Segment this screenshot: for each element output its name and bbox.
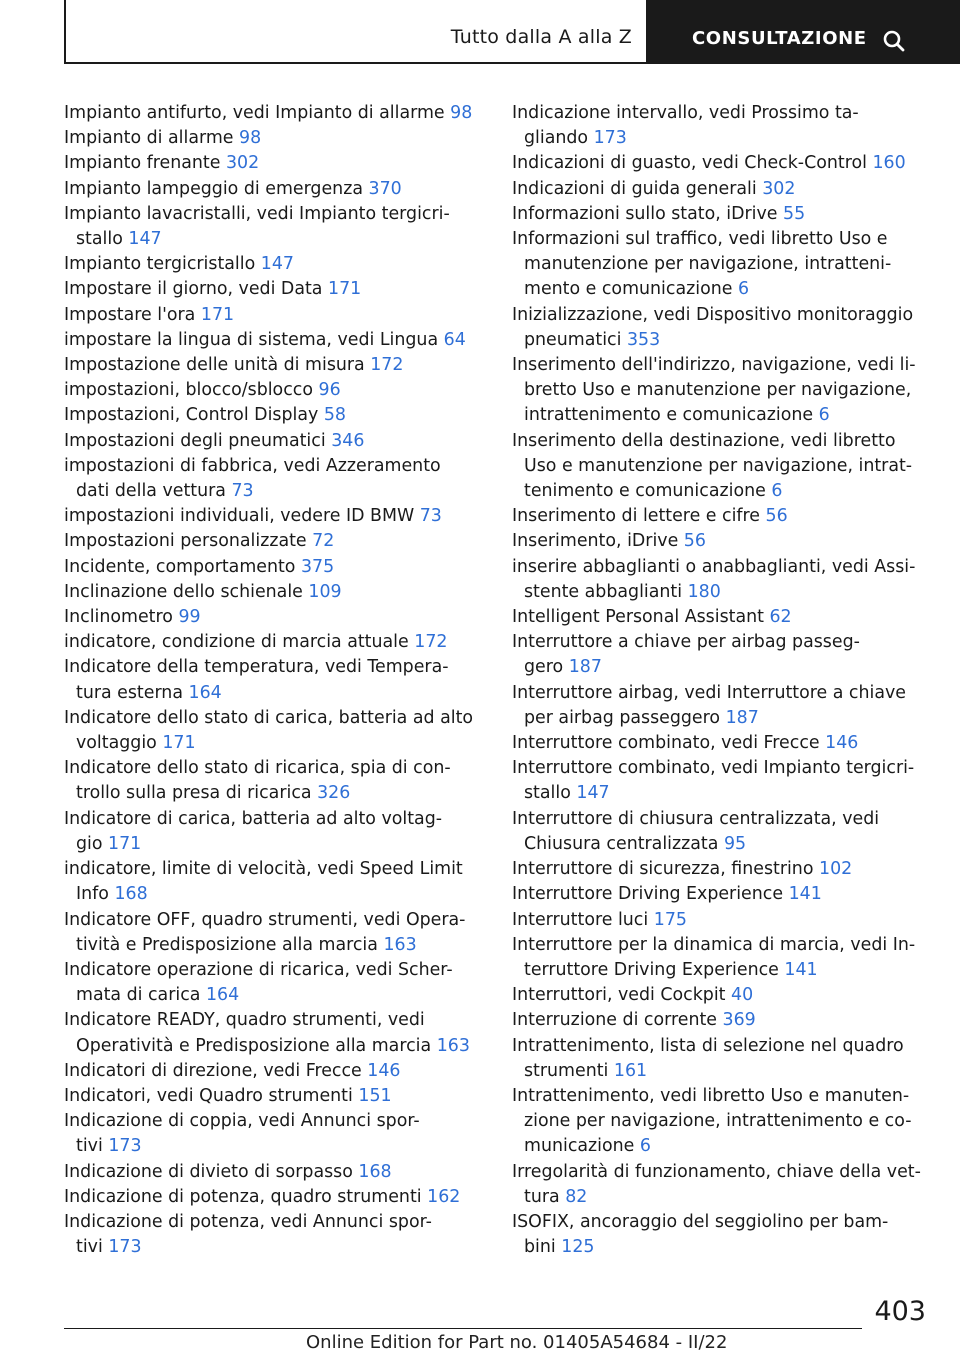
page-reference-link[interactable]: 72 <box>312 531 335 552</box>
page-reference-link[interactable]: 160 <box>872 153 906 174</box>
index-entry <box>64 1084 480 1109</box>
index-entry <box>64 958 480 1008</box>
page-reference-link[interactable]: 171 <box>108 833 142 854</box>
index-entry <box>64 1059 480 1084</box>
index-entry <box>64 303 480 328</box>
index-entry-text: Interruttore combinato, vedi Impianto tergicri- stallo <box>512 758 915 804</box>
index-entry <box>512 1008 928 1033</box>
index-entry-text: Impostazione delle unità di misura <box>64 355 365 376</box>
page-reference-link[interactable]: 96 <box>318 380 341 401</box>
index-entry-text: Impianto lavacristalli, vedi Impianto tergicri- stallo <box>64 203 450 250</box>
index-entry <box>512 429 928 505</box>
index-entry-text: impostazioni individuali, vedere ID BMW <box>64 506 415 527</box>
index-entry-text: Indicatore operazione di ricarica, vedi Scher- mata di carica <box>64 959 453 1006</box>
page-reference-link[interactable]: 180 <box>687 581 721 602</box>
page-reference-link[interactable]: 164 <box>205 985 240 1006</box>
index-entry <box>512 202 928 227</box>
index-entry-text: Impianto lampeggio di emergenza <box>64 178 363 199</box>
index-entry-text: Indicatore dello stato di carica, batteria ad alto voltaggio <box>64 707 474 754</box>
index-entry-text: Interruttore luci <box>512 909 649 930</box>
index-entry <box>512 933 928 983</box>
index-entry <box>512 1210 928 1260</box>
search-icon[interactable] <box>882 29 906 53</box>
page-reference-link[interactable]: 58 <box>323 405 346 426</box>
index-entry <box>512 177 928 202</box>
page-reference-link[interactable]: 175 <box>653 909 687 930</box>
index-entry-text: Indicazione di potenza, quadro strumenti <box>64 1186 422 1207</box>
index-entry-text: Inserimento, iDrive <box>512 531 679 552</box>
index-entry <box>64 454 480 504</box>
index-entry-text: Indicazione intervallo, vedi Prossimo ta- gliando <box>512 103 859 149</box>
index-entry <box>512 101 928 151</box>
index-entry <box>512 227 928 303</box>
index-entry-text: Indicazione di coppia, vedi Annunci spor- tivi <box>64 1111 420 1157</box>
page-reference-link[interactable]: 163 <box>383 934 417 955</box>
index-entry-text: indicatore, condizione di marcia attuale <box>64 632 409 653</box>
index-entry-text: Indicazioni di guasto, vedi Check-Control <box>512 153 867 174</box>
index-entry-text: impostazioni di fabbrica, vedi Azzeramento dati della vettura <box>64 455 441 502</box>
page-reference-link[interactable]: 161 <box>613 1060 648 1081</box>
index-entry <box>64 655 480 705</box>
index-entry <box>512 353 928 429</box>
index-entry-text: Inserimento della destinazione, vedi libretto Uso e manutenzione per navigazione, intrat- tenimento e comunicazione <box>512 430 913 502</box>
page-reference-link[interactable]: 375 <box>300 556 335 577</box>
page-reference-link[interactable]: 302 <box>225 153 260 174</box>
page-reference-link[interactable]: 62 <box>769 607 792 628</box>
index-entry-text: Inizializzazione, vedi Dispositivo monitoraggio pneumatici <box>512 304 914 350</box>
index-entry <box>64 277 480 302</box>
index-entry <box>512 605 928 630</box>
page-reference-link[interactable]: 346 <box>331 430 365 451</box>
page-reference-link[interactable]: 73 <box>419 506 442 527</box>
index-entry <box>512 630 928 680</box>
page-reference-link[interactable]: 147 <box>260 254 294 275</box>
index-entry-text: Impostare il giorno, vedi Data <box>64 279 323 300</box>
consultation-tab-label: CONSULTAZIONE <box>692 28 867 49</box>
index-entry-text: Impostazioni personalizzate <box>64 531 307 552</box>
index-entry-text: Indicatori, vedi Quadro strumenti <box>64 1085 353 1106</box>
index-entry-text: Indicazioni di guida generali <box>512 178 757 199</box>
index-entry <box>512 1084 928 1160</box>
index-entry-text: impostazioni, blocco/sblocco <box>64 380 313 401</box>
index-entry-text: Impostazioni, Control Display <box>64 405 319 426</box>
page-reference-link[interactable]: 64 <box>443 329 466 350</box>
page-reference-link[interactable]: 369 <box>722 1010 756 1031</box>
index-entry <box>64 151 480 176</box>
footer-divider <box>64 1328 862 1329</box>
index-entry <box>512 681 928 731</box>
page-reference-link[interactable]: 55 <box>783 203 806 224</box>
index-entry-text: Impianto frenante <box>64 153 221 174</box>
index-entry <box>64 504 480 529</box>
page-reference-link[interactable]: 40 <box>731 985 754 1006</box>
page-reference-link[interactable]: 151 <box>358 1085 392 1106</box>
index-entry <box>512 908 928 933</box>
index-entry-text: Inclinazione dello schienale <box>64 581 303 602</box>
index-entry-text: Inserimento dell'indirizzo, navigazione, vedi li- bretto Uso e manutenzione per navigazione, intrattenimento e comunicazione <box>512 355 916 426</box>
page-reference-link[interactable]: 302 <box>762 178 796 199</box>
index-entry <box>512 882 928 907</box>
page-reference-link[interactable]: 171 <box>162 733 196 754</box>
index-entry-text: Interruttore airbag, vedi Interruttore a chiave per airbag passeggero <box>512 682 906 728</box>
index-entry-text: Indicatore della temperatura, vedi Tempera- tura esterna <box>64 657 449 703</box>
index-entry-text: Interruttore di sicurezza, finestrino <box>512 859 814 880</box>
index-entry-text: Impostare l'ora <box>64 304 196 325</box>
index-entry <box>512 983 928 1008</box>
page-reference-link[interactable]: 164 <box>188 682 222 703</box>
page-reference-link[interactable]: 141 <box>788 884 822 905</box>
index-entry <box>64 1109 480 1159</box>
index-entry <box>64 1210 480 1260</box>
index-entry <box>64 630 480 655</box>
index-entry <box>64 908 480 958</box>
page-reference-link[interactable]: 6 <box>818 405 830 426</box>
index-entry <box>64 857 480 907</box>
index-entry-text: Interruzione di corrente <box>512 1010 717 1031</box>
index-entry-text: Indicatore dello stato di ricarica, spia di con- trollo sulla presa di ricarica <box>64 758 451 804</box>
page-reference-link[interactable]: 98 <box>450 103 473 123</box>
page-reference-link[interactable]: 56 <box>683 531 706 552</box>
index-entry <box>512 555 928 605</box>
index-entry-text: indicatore, limite di velocità, vedi Speed Limit Info <box>64 859 463 905</box>
index-entry-text: Interruttore di chiusura centralizzata, vedi Chiusura centralizzata <box>512 808 880 854</box>
index-entry-text: Indicatore di carica, batteria ad alto voltag- gio <box>64 808 443 854</box>
page-reference-link[interactable]: 109 <box>308 581 342 602</box>
page-reference-link[interactable]: 172 <box>370 355 404 376</box>
index-entry <box>64 1185 480 1210</box>
index-entry-text: Impostazioni degli pneumatici <box>64 430 326 451</box>
page-reference-link[interactable]: 187 <box>568 657 602 678</box>
index-entry-text: Indicazione di potenza, vedi Annunci spor- tivi <box>64 1211 432 1258</box>
index-entry-text: Indicatori di direzione, vedi Frecce <box>64 1060 362 1081</box>
page-reference-link[interactable]: 141 <box>784 959 818 980</box>
page-header <box>64 0 960 64</box>
index-entry-text: Indicazione di divieto di sorpasso <box>64 1161 353 1182</box>
page-reference-link[interactable]: 187 <box>725 707 759 728</box>
page-reference-link[interactable]: 353 <box>626 329 661 350</box>
page-reference-link[interactable]: 6 <box>737 279 750 300</box>
index-entry <box>64 101 480 126</box>
page-reference-link[interactable]: 168 <box>114 884 148 905</box>
index-entry <box>64 177 480 202</box>
consultation-tab[interactable] <box>648 0 960 64</box>
index-entry-text: Impianto di allarme <box>64 128 234 149</box>
index-entry <box>64 353 480 378</box>
index-entry <box>64 529 480 554</box>
index-entry-text: Informazioni sul traffico, vedi libretto Uso e manutenzione per navigazione, intratteni- mento e comunicazione <box>512 229 892 300</box>
section-tab[interactable] <box>64 0 648 64</box>
index-entry-text: Informazioni sullo stato, iDrive <box>512 203 778 224</box>
page-reference-link[interactable]: 6 <box>771 481 783 502</box>
page-reference-link[interactable]: 147 <box>576 783 610 804</box>
index-entry <box>64 126 480 151</box>
index-entry <box>64 555 480 580</box>
index-entry <box>64 378 480 403</box>
index-column-right <box>512 101 928 1260</box>
index-column-left <box>64 101 480 1260</box>
index-entry-text: Incidente, comportamento <box>64 556 296 577</box>
page-reference-link[interactable]: 173 <box>593 128 627 149</box>
index-entry <box>64 605 480 630</box>
index-entry <box>512 857 928 882</box>
page-reference-link[interactable]: 173 <box>108 1237 142 1258</box>
index-entry <box>512 504 928 529</box>
index-entry <box>64 328 480 353</box>
index-entry-text: impostare la lingua di sistema, vedi Lingua <box>64 329 439 350</box>
page-reference-link[interactable]: 163 <box>436 1035 470 1056</box>
index-entry-text: ISOFIX, ancoraggio del seggiolino per bam- bini <box>512 1211 889 1258</box>
index-entry <box>512 756 928 806</box>
page-reference-link[interactable]: 6 <box>639 1136 651 1157</box>
index-entry-text: Interruttori, vedi Cockpit <box>512 985 726 1006</box>
page-reference-link[interactable]: 146 <box>367 1060 401 1081</box>
page-reference-link[interactable]: 95 <box>723 833 747 854</box>
page-reference-link[interactable]: 147 <box>128 229 162 250</box>
page-reference-link[interactable]: 125 <box>561 1237 595 1258</box>
index-entry <box>64 706 480 756</box>
index-entry <box>64 202 480 252</box>
page-reference-link[interactable]: 99 <box>178 607 201 628</box>
index-entry <box>64 429 480 454</box>
index-entry <box>64 1008 480 1058</box>
index-entry <box>512 303 928 353</box>
page-reference-link[interactable]: 171 <box>328 279 362 300</box>
index-entry-text: Intelligent Personal Assistant <box>512 607 764 628</box>
index-entry-text: Indicatore OFF, quadro strumenti, vedi Opera- tività e Predisposizione alla marcia <box>64 909 466 955</box>
page-reference-link[interactable]: 173 <box>108 1136 142 1157</box>
index-entry-text: Intrattenimento, lista di selezione nel quadro strumenti <box>512 1035 904 1081</box>
index-entry <box>512 529 928 554</box>
index-entry <box>512 1160 928 1210</box>
page-reference-link[interactable]: 172 <box>414 632 448 653</box>
index-entry <box>64 580 480 605</box>
index-entry-text: Inclinometro <box>64 607 173 628</box>
page-reference-link[interactable]: 102 <box>819 859 853 880</box>
index-entry-text: Intrattenimento, vedi libretto Uso e manuten- zione per navigazione, intrattenimento e co- municazione <box>512 1085 912 1157</box>
index-entry-text: Interruttore per la dinamica di marcia, vedi In- terruttore Driving Experience <box>512 934 916 980</box>
index-entry-text: inserire abbaglianti o anabbaglianti, vedi Assi- stente abbaglianti <box>512 556 916 602</box>
footer-edition: Online Edition for Part no. 01405A54684 - II/22 <box>306 1332 728 1353</box>
page-reference-link[interactable]: 162 <box>427 1186 461 1207</box>
page-reference-link[interactable]: 326 <box>317 783 351 804</box>
index-entry-text: Indicatore READY, quadro strumenti, vedi Operatività e Predisposizione alla marcia <box>64 1010 432 1056</box>
page-reference-link[interactable]: 56 <box>765 506 788 527</box>
index-entry <box>64 1160 480 1185</box>
page-number: 403 <box>874 1296 926 1327</box>
index-entry-text: Irregolarità di funzionamento, chiave della vet- tura <box>512 1161 921 1207</box>
index-entry-text: Impianto antifurto, vedi Impianto di allarme <box>64 103 445 123</box>
section-tab-label: Tutto dalla A alla Z <box>450 26 632 48</box>
index-entry <box>64 807 480 857</box>
page-reference-link[interactable]: 168 <box>358 1161 392 1182</box>
index-entry <box>64 403 480 428</box>
page-reference-link[interactable]: 171 <box>200 304 235 325</box>
index-entry <box>512 807 928 857</box>
index-entry-text: Interruttore a chiave per airbag passeg- gero <box>512 632 860 678</box>
page-reference-link[interactable]: 98 <box>239 128 262 149</box>
index-entry <box>512 151 928 176</box>
index-entry <box>64 756 480 806</box>
page-reference-link[interactable]: 82 <box>565 1186 588 1207</box>
index-entry-text: Interruttore Driving Experience <box>512 884 784 905</box>
index-entry-text: Impianto tergicristallo <box>64 254 256 275</box>
index-entry-text: Interruttore combinato, vedi Frecce <box>512 733 820 754</box>
index-entry <box>512 731 928 756</box>
page-reference-link[interactable]: 146 <box>825 733 859 754</box>
index-entry <box>512 1034 928 1084</box>
index-entry-text: Inserimento di lettere e cifre <box>512 506 761 527</box>
page-reference-link[interactable]: 370 <box>368 178 402 199</box>
page-reference-link[interactable]: 73 <box>231 481 254 502</box>
index-entry <box>64 252 480 277</box>
